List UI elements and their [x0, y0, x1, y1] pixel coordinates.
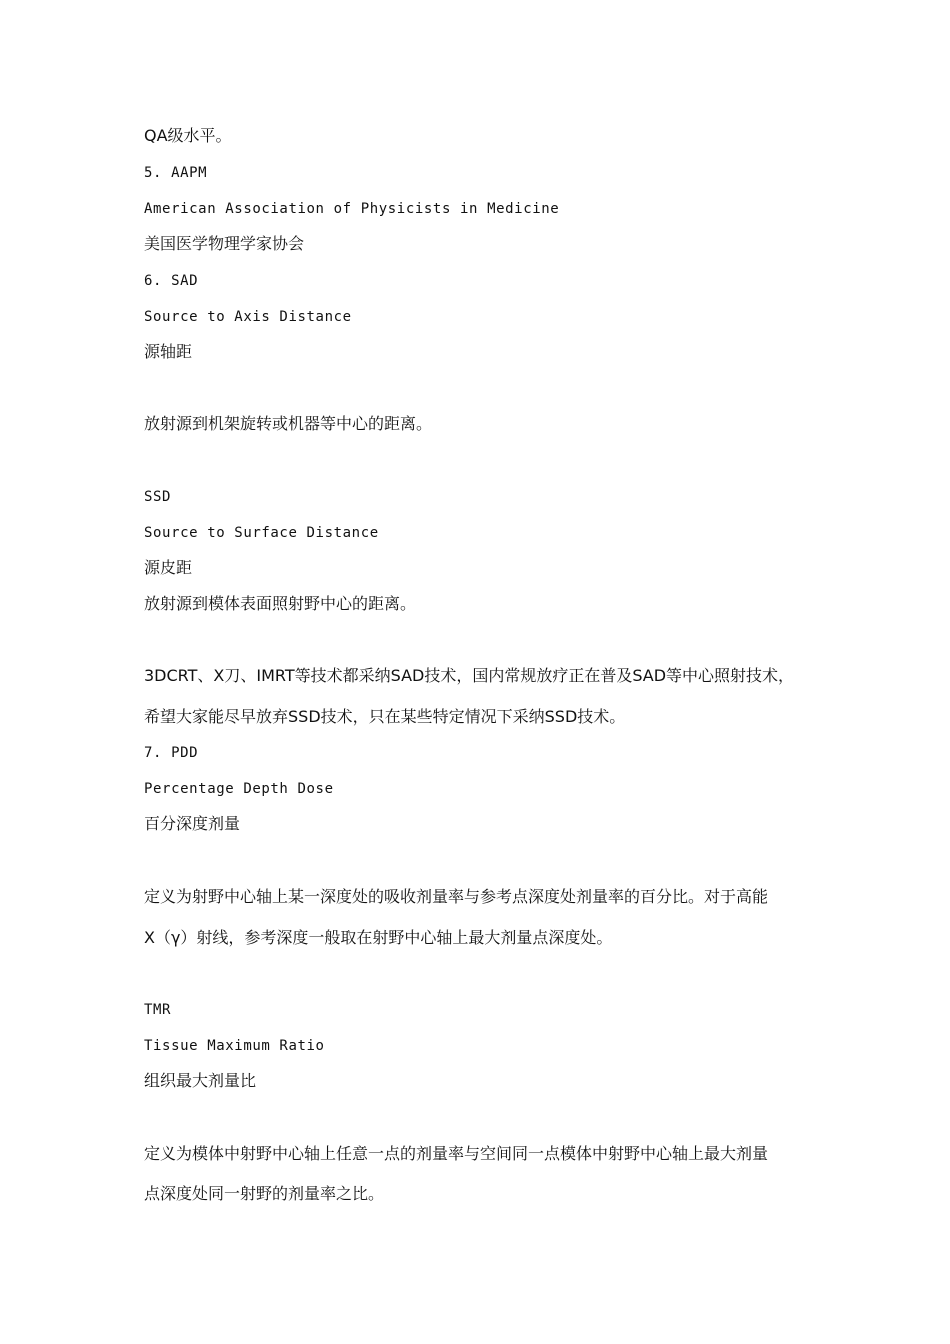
heading-ssd: SSD [144, 489, 172, 505]
technique-note-line-1: 3DCRT、X刀、IMRT等技术都采纳SAD技术，国内常规放疗正在普及SAD等中心照射技术， [144, 666, 795, 685]
technique-note-line-2: 希望大家能尽早放弃SSD技术，只在某些特定情况下采纳SSD技术。 [144, 707, 626, 726]
tmr-chinese-name: 组织最大剂量比 [144, 1071, 257, 1090]
heading-aapm: 5. AAPM [144, 165, 208, 181]
tmr-definition-line-2: 点深度处同一射野的剂量率之比。 [144, 1184, 385, 1203]
pdd-chinese-name: 百分深度剂量 [144, 814, 241, 833]
ssd-english-name: Source to Surface Distance [144, 525, 379, 541]
pdd-definition-line-2: X（γ）射线，参考深度一般取在射野中心轴上最大剂量点深度处。 [144, 928, 613, 947]
heading-pdd: 7. PDD [144, 745, 199, 761]
text-line-qa-level: QA级水平。 [144, 126, 232, 145]
tmr-english-name: Tissue Maximum Ratio [144, 1038, 325, 1054]
tmr-definition-line-1: 定义为模体中射野中心轴上任意一点的剂量率与空间同一点模体中射野中心轴上最大剂量 [144, 1144, 769, 1163]
ssd-definition: 放射源到模体表面照射野中心的距离。 [144, 594, 417, 613]
ssd-chinese-name: 源皮距 [144, 558, 193, 577]
sad-chinese-name: 源轴距 [144, 342, 193, 361]
pdd-definition-line-1: 定义为射野中心轴上某一深度处的吸收剂量率与参考点深度处剂量率的百分比。对于高能 [144, 887, 769, 906]
pdd-english-name: Percentage Depth Dose [144, 781, 334, 797]
aapm-english-name: American Association of Physicists in Medicine [144, 201, 560, 217]
sad-definition: 放射源到机架旋转或机器等中心的距离。 [144, 414, 433, 433]
sad-english-name: Source to Axis Distance [144, 309, 352, 325]
heading-sad: 6. SAD [144, 273, 199, 289]
heading-tmr: TMR [144, 1002, 172, 1018]
aapm-chinese-name: 美国医学物理学家协会 [144, 234, 305, 253]
